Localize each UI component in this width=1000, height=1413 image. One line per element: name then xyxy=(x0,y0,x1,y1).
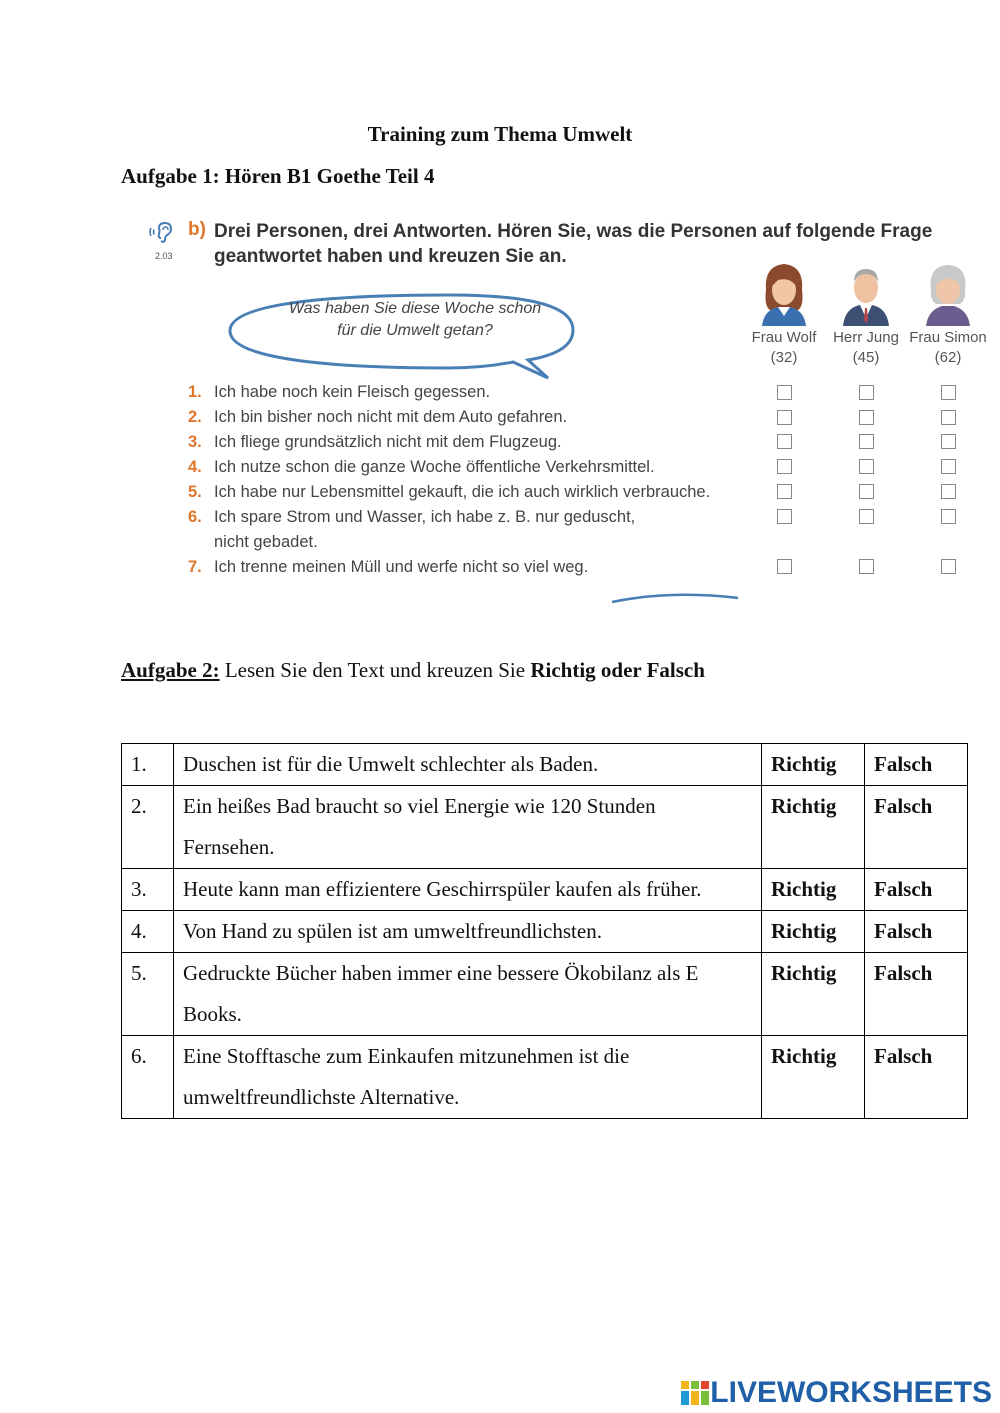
richtig-option[interactable]: Richtig xyxy=(762,869,865,911)
bubble-question xyxy=(255,298,575,342)
row-number: 1. xyxy=(122,744,174,786)
ear-audio-icon[interactable] xyxy=(148,220,176,244)
statement-2 xyxy=(188,405,567,430)
bubble-line-2: für die Umwelt getan? xyxy=(337,322,493,339)
task2-heading xyxy=(121,658,705,683)
statement-text: Ich nutze schon die ganze Woche öffentliche Verkehrsmittel. xyxy=(214,458,655,476)
checkbox-6-frau-wolf[interactable] xyxy=(777,509,792,524)
statement-text: Ich fliege grundsätzlich nicht mit dem Flugzeug. xyxy=(214,433,562,451)
falsch-option[interactable]: Falsch xyxy=(865,744,968,786)
statement-text: Ich trenne meinen Müll und werfe nicht so viel weg. xyxy=(214,558,589,576)
checkbox-5-frau-simon[interactable] xyxy=(941,484,956,499)
task2-heading-bold: Richtig oder Falsch xyxy=(530,658,705,682)
row-number: 4. xyxy=(122,911,174,953)
checkbox-7-herr-jung[interactable] xyxy=(859,559,874,574)
statement-number: 2. xyxy=(188,408,202,426)
statement-text: Ich bin bisher noch nicht mit dem Auto gefahren. xyxy=(214,408,568,426)
statement-text-line2: nicht gebadet. xyxy=(214,533,318,551)
listening-exercise xyxy=(140,210,1000,610)
row-number: 2. xyxy=(122,786,174,869)
statement-number: 7. xyxy=(188,558,202,576)
page-title: Training zum Thema Umwelt xyxy=(367,122,633,146)
richtig-option[interactable]: Richtig xyxy=(762,911,865,953)
person-name: Herr Jung xyxy=(833,329,899,346)
statement-4 xyxy=(188,455,655,480)
true-false-table xyxy=(121,743,968,1119)
richtig-option[interactable]: Richtig xyxy=(762,786,865,869)
checkbox-7-frau-wolf[interactable] xyxy=(777,559,792,574)
statement-number: 3. xyxy=(188,433,202,451)
bubble-line-1: Was haben Sie diese Woche schon xyxy=(288,300,542,317)
checkbox-3-herr-jung[interactable] xyxy=(859,434,874,449)
statement-3 xyxy=(188,430,562,455)
checkbox-2-frau-wolf[interactable] xyxy=(777,410,792,425)
checkbox-2-frau-simon[interactable] xyxy=(941,410,956,425)
task2-heading-label: Aufgabe 2: xyxy=(121,658,220,682)
statement-5 xyxy=(188,480,710,505)
person-frau-wolf xyxy=(744,260,824,368)
person-frau-simon xyxy=(908,260,988,368)
table-row xyxy=(122,953,968,1036)
exercise-label: b) xyxy=(188,219,206,240)
statement-text: Ich habe nur Lebensmittel gekauft, die ich auch wirklich verbrauche. xyxy=(214,483,711,501)
checkbox-5-herr-jung[interactable] xyxy=(859,484,874,499)
row-statement: Eine Stofftasche zum Einkaufen mitzunehmen ist die umweltfreundlichste Alternative. xyxy=(174,1036,762,1119)
exercise-instruction: Drei Personen, drei Antworten. Hören Sie, was die Personen auf folgende Frage geantwortet haben und kreuzen Sie an. xyxy=(214,221,933,267)
checkbox-1-frau-wolf[interactable] xyxy=(777,385,792,400)
richtig-option[interactable]: Richtig xyxy=(762,1036,865,1119)
checkbox-7-frau-simon[interactable] xyxy=(941,559,956,574)
statement-7 xyxy=(188,555,588,580)
logo-text: LIVEWORKSHEETS xyxy=(710,1376,992,1409)
falsch-option[interactable]: Falsch xyxy=(865,911,968,953)
row-statement: Von Hand zu spülen ist am umweltfreundlichsten. xyxy=(174,911,762,953)
checkbox-6-frau-simon[interactable] xyxy=(941,509,956,524)
statement-number: 4. xyxy=(188,458,202,476)
task2-heading-text: Lesen Sie den Text und kreuzen Sie xyxy=(219,658,531,682)
statement-number: 5. xyxy=(188,483,202,501)
row-statement: Gedruckte Bücher haben immer eine bessere Ökobilanz als E Books. xyxy=(174,953,762,1036)
falsch-option[interactable]: Falsch xyxy=(865,953,968,1036)
checkbox-5-frau-wolf[interactable] xyxy=(777,484,792,499)
checkbox-3-frau-simon[interactable] xyxy=(941,434,956,449)
row-statement: Duschen ist für die Umwelt schlechter als Baden. xyxy=(174,744,762,786)
person-herr-jung xyxy=(826,260,906,368)
person-age: (62) xyxy=(934,349,962,366)
checkbox-2-herr-jung[interactable] xyxy=(859,410,874,425)
row-number: 5. xyxy=(122,953,174,1036)
liveworksheets-logo[interactable] xyxy=(680,1375,992,1411)
statement-6 xyxy=(188,505,635,555)
checkbox-4-herr-jung[interactable] xyxy=(859,459,874,474)
decorative-swoosh xyxy=(610,590,740,604)
table-row xyxy=(122,911,968,953)
statement-number: 1. xyxy=(188,383,202,401)
checkbox-1-frau-simon[interactable] xyxy=(941,385,956,400)
track-number: 2.03 xyxy=(155,251,173,261)
checkbox-3-frau-wolf[interactable] xyxy=(777,434,792,449)
person-name: Frau Simon xyxy=(909,329,987,346)
person-age: (32) xyxy=(770,349,798,366)
person-age: (45) xyxy=(852,349,880,366)
table-row xyxy=(122,744,968,786)
row-statement: Ein heißes Bad braucht so viel Energie wie 120 Stunden Fernsehen. xyxy=(174,786,762,869)
row-number: 3. xyxy=(122,869,174,911)
person-name: Frau Wolf xyxy=(751,329,817,346)
falsch-option[interactable]: Falsch xyxy=(865,786,968,869)
checkbox-4-frau-simon[interactable] xyxy=(941,459,956,474)
statement-text: Ich habe noch kein Fleisch gegessen. xyxy=(214,383,491,401)
falsch-option[interactable]: Falsch xyxy=(865,869,968,911)
checkbox-4-frau-wolf[interactable] xyxy=(777,459,792,474)
falsch-option[interactable]: Falsch xyxy=(865,1036,968,1119)
portrait-icon xyxy=(758,260,810,326)
richtig-option[interactable]: Richtig xyxy=(762,953,865,1036)
statement-1 xyxy=(188,380,490,405)
row-statement: Heute kann man effizientere Geschirrspüler kaufen als früher. xyxy=(174,869,762,911)
table-row xyxy=(122,869,968,911)
checkbox-1-herr-jung[interactable] xyxy=(859,385,874,400)
row-number: 6. xyxy=(122,1036,174,1119)
portrait-icon xyxy=(840,260,892,326)
portrait-icon xyxy=(922,260,974,326)
statement-text xyxy=(214,505,635,555)
statement-text-line1: Ich spare Strom und Wasser, ich habe z. B. nur geduscht, xyxy=(214,508,636,526)
liveworksheets-logo-icon xyxy=(680,1379,710,1407)
task1-heading: Aufgabe 1: Hören B1 Goethe Teil 4 xyxy=(121,164,435,188)
statement-number: 6. xyxy=(188,508,202,526)
checkbox-6-herr-jung[interactable] xyxy=(859,509,874,524)
table-row xyxy=(122,1036,968,1119)
table-row xyxy=(122,786,968,869)
richtig-option[interactable]: Richtig xyxy=(762,744,865,786)
